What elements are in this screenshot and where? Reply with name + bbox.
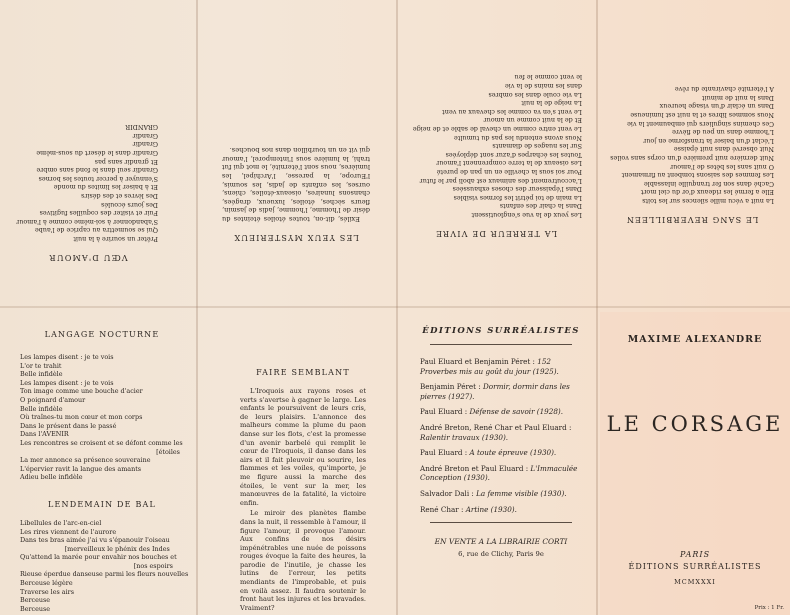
panel-voeu-damour	[4, 4, 192, 302]
poem-line: Le vent s'en va comme les chevaux au vent	[442, 107, 582, 116]
bookshop-address: 6, rue de Clichy, Paris 9e	[458, 550, 544, 559]
poem-line: Belle infidèle	[20, 370, 63, 379]
catalogue-book-entry	[420, 448, 582, 458]
poem-line: Les rencontres se croisent et se défont comme les	[20, 438, 183, 447]
poem-line: Caché dans son fer tranquille inlassable	[643, 179, 774, 188]
poem-line: L'accoutrement des animaux est aboli par le futur	[419, 176, 582, 185]
poem-line: Les femmes des saisons tombent au firmament	[621, 171, 774, 180]
poem-line: Qui se soumettra au caprice de l'aube	[34, 226, 158, 235]
poem-line: Où traînes-tu mon cœur et mon corps	[20, 413, 143, 422]
poem-title-terreur-de-vivre: LA TERREUR DE VIVRE	[434, 229, 558, 238]
poem-line: O poignard d'amour	[20, 395, 86, 404]
poem-title-lendemain-de-bal: LENDEMAIN DE BAL	[47, 499, 157, 509]
poem-line: L'homme dans un peu de fièvre	[672, 128, 774, 137]
prose-paragraph: L'Iroquois aux rayons roses et verts s'avertse à gagner le large. Les enfants le poursuivent de leurs cris, de leurs plaisirs. L'annonce des malheurs comme la plume du paon danse sur les flots, c'est la promesse d'un avenir barbelé qui remplit le cœur de l'Iroquois, il danse dans les airs et il fait pleuvoir ou sourire, les flammes et les voiles, qu'importe, je me figure aussi la marche des étoiles, le vent sur la mer, les manœuvres de la fatalité, la victoire enfin.	[240, 387, 366, 507]
poem-body-faire-semblant	[240, 387, 366, 612]
book-title: La femme visible (1930).	[476, 488, 567, 498]
poem-line: Qu'attend la marée pour envahir nos bouches et	[20, 553, 177, 562]
poem-line: L'or te trahit	[20, 361, 62, 370]
cover-price: Prix : 1 Fr.	[754, 605, 784, 611]
poem-line: Berceuse	[20, 604, 51, 612]
poem-line: S'ennuyer à percer toutes les bornes	[38, 174, 158, 183]
cover-year: MCMXXXI	[674, 578, 716, 586]
book-title: 152 Proverbes mis au goût du jour (1925).	[420, 357, 559, 376]
poem-body-sang-reverbilleen	[610, 85, 774, 205]
book-author: Paul Eluard et Benjamin Péret :	[420, 357, 538, 366]
poem-line: [nos espoirs	[20, 561, 173, 570]
catalogue-book-entry	[420, 382, 582, 401]
book-author: Salvador Dali :	[420, 488, 477, 498]
poem-line: Nuit dernière nuit première d'un corps sans voiles	[610, 154, 774, 163]
poem-line: Les rires viennent de l'aurore	[20, 527, 117, 536]
poem-line: Dans un éclair d'un visage heureux	[659, 102, 774, 111]
poem-line: Toutes les écharpes d'azur sont déployées	[445, 150, 582, 159]
panel-front-cover	[600, 312, 790, 615]
poem-line: Belle infidèle	[20, 404, 63, 413]
book-title: A toute épreuve (1930).	[469, 448, 557, 458]
poem-line: Elle a fermé les rideaux d'or du ciel mort	[640, 188, 774, 197]
poem-line: Les lampes disent : je te vois	[20, 378, 114, 387]
poem-line: A l'éternité chavirante du rêve	[674, 85, 774, 94]
poem-line: O nuit sans les bêtes de l'amour	[670, 162, 774, 171]
catalogue-book-entry	[420, 423, 582, 442]
panel-terreur-de-vivre	[400, 4, 592, 302]
book-author: Benjamin Péret :	[420, 382, 484, 392]
panel-yeux-mysterieux	[200, 4, 392, 302]
poem-line: GRANDIR	[125, 123, 158, 132]
poem-line: Les yeux de la vue s'engloutissent	[471, 211, 582, 219]
poem-line: Ton image comme une bouche d'acier	[20, 387, 143, 396]
poem-line: Adieu belle infidèle	[20, 473, 83, 482]
poem-line: Le vent entre comme un cheval de sable et de neige	[412, 125, 582, 134]
cover-author: MAXIME ALEXANDRE	[627, 334, 763, 345]
prose-paragraph: Le miroir des planètes flambe dans la nuit, il ressemble à l'amour, il figure l'amour, il provoque l'amour. Aux confins de nos désirs impénétrables une nuée de poissons rouges évoque la faite des heures, la parodie de l'inutile, je chasse les lutins de l'erreur, les petits mendiants de l'improbable, et puis en voilà assez. Il faudra soutenir le front haut les injures et les bravades. Vraiment?	[240, 509, 366, 612]
poem-line: Nous avons entendu les pas du tumulte	[453, 133, 582, 142]
catalogue-book-entry	[420, 407, 582, 417]
poem-line: Et grandir sans pas	[94, 157, 158, 166]
catalogue-book-entry	[420, 505, 582, 515]
catalogue-top-rule	[430, 344, 573, 345]
poem-line: Grandir	[132, 140, 158, 149]
poem-line: Berceuse légère	[20, 579, 73, 588]
poem-line: Dans tes bras aimée j'ai vu s'épanouir l'oiseau	[20, 536, 170, 545]
poem-line: Rieuse éperdue danseuse parmi les fleurs nouvelles	[20, 570, 189, 579]
poem-line: Dans le présent dans le passé	[20, 421, 117, 430]
book-author: André Breton, René Char et Paul Eluard :	[420, 422, 572, 432]
poem-line: Et à baiser les limites du monde	[53, 183, 158, 192]
horizontal-fold	[0, 306, 790, 308]
catalogue-book-entry	[420, 357, 582, 376]
book-author: René Char :	[420, 504, 466, 514]
panel-faire-semblant	[200, 312, 392, 612]
book-title: L'Immaculée Conception (1930).	[420, 463, 578, 483]
catalogue-book-entry	[420, 489, 582, 499]
poem-title-voeu-damour: VŒU D'AMOUR	[48, 253, 128, 262]
book-author: Paul Eluard :	[420, 407, 470, 417]
cover-city: PARIS	[679, 550, 711, 559]
panel-editions-catalogue	[400, 312, 592, 612]
poem-line: La mer annonce sa présence souveraine	[20, 456, 151, 465]
catalogue-bottom-rule	[430, 522, 573, 523]
poem-line: Traverse les airs	[20, 587, 74, 596]
poem-line: dans les mains de la vie	[504, 82, 582, 91]
book-title: Ralentir travaux (1930).	[420, 432, 509, 442]
catalogue-book-entry	[420, 464, 582, 483]
book-title: Artine (1930).	[465, 504, 517, 514]
book-title: Dormir, dormir dans les pierres (1927).	[420, 382, 570, 401]
poem-line: La nuit a vécu mille silences sur les toits	[642, 197, 774, 205]
poem-title-langage-nocturne: LANGAGE NOCTURNE	[44, 330, 160, 339]
poem-line: L'épervier ravit la langue des amants	[20, 464, 142, 473]
poem-line: Berceuse	[20, 596, 51, 605]
poem-title-sang-reverbilleen: LE SANG REVERBILLEEN	[625, 215, 759, 224]
poem-title-faire-semblant: FAIRE SEMBLANT	[256, 368, 350, 377]
poem-line: Nous sommes libres et la nuit est lumineuse	[630, 111, 774, 120]
book-author: Paul Eluard :	[420, 448, 470, 458]
poem-line: Les oiseaux de la terre comprennent l'amour	[436, 159, 582, 168]
poem-line: Et de la nuit comme un amour	[483, 116, 582, 125]
poem-line: Les lampes disent : je te vois	[20, 353, 114, 361]
sale-notice: EN VENTE A LA LIBRAIRIE CORTI	[434, 537, 568, 547]
poem-line: le vent comme le feu	[514, 73, 582, 82]
cover-publisher: ÉDITIONS SURRÉALISTES	[628, 562, 762, 571]
poem-body-terreur-de-vivre	[410, 73, 582, 219]
poem-line: Grandir seul dans le fond sans ombre	[36, 166, 158, 175]
poem-line: La main de toi pétrit les formes visibles	[453, 193, 582, 202]
poem-line: Des lèvres et des désirs	[81, 192, 158, 201]
book-title: Défense de savoir (1928).	[469, 407, 563, 417]
poem-body-voeu-damour	[18, 123, 158, 243]
poem-line: Libellules de l'arc-en-ciel	[20, 518, 102, 527]
poem-body-lendemain-de-bal	[20, 518, 189, 612]
poem-line: La neige de la nuit	[521, 99, 582, 108]
poem-line: Pour soi sous la cheville en un pan de pureté	[436, 168, 582, 177]
poem-line: [merveilleux le phénix des Indes	[20, 544, 170, 553]
poem-line: Grandir	[132, 131, 158, 140]
poem-line: [étoiles	[20, 447, 180, 456]
poem-body-yeux-mysterieux	[222, 146, 370, 223]
book-author: André Breton et Paul Eluard :	[420, 463, 531, 473]
poem-line: S'abandonner à soi-même comme à l'amour	[16, 217, 158, 226]
poem-line: Prêter un sourire à la nuit	[73, 235, 158, 243]
poem-line: Fuir et visiter des coquilles fugitives	[39, 209, 158, 218]
prose-paragraph: Exilés, dit-on, toutes étoiles éteintes du désir de l'homme, l'homme, jadis de jasmin, fleurs sèches, étoiles, luxueux, dragées, chansons lunaires, oiseaux-étoiles, chiens, ourses, les enfants de jadis, les soumis, l'Europe, la paresse, l'Archipel, les lumières, nous sont l'éternité, le mot qui fut trahi, la lumière sous l'intemporel, l'amour qui vit en un tourbillon dans nos bouches.	[222, 146, 370, 223]
poem-line: Dans l'épaisseur des choses exhaussées	[452, 185, 582, 194]
poem-body-langage-nocturne	[20, 353, 184, 482]
poem-title-yeux-mysterieux: LES YEUX MYSTÉRIEUX	[233, 233, 359, 242]
poem-line: La vie coule dans les ombres	[488, 90, 582, 99]
poem-line: Grandir dans le désert du sous-même	[36, 149, 158, 158]
cover-title: LE CORSAGE	[606, 412, 784, 436]
poem-line: Sur les nuages de diamants	[492, 142, 582, 151]
poem-line: L'éclat d'un baiser la transforme en jour	[643, 136, 774, 145]
catalogue-book-list	[420, 357, 582, 514]
poem-line: Dans la chair des enfants	[499, 202, 582, 211]
poem-line: Dans la nuit de minuit	[702, 93, 774, 102]
poem-line: Dans l'AVENIR	[20, 430, 69, 439]
publisher-catalogue-header: ÉDITIONS SURRÉALISTES	[422, 326, 580, 336]
panel-sang-reverbilleen	[600, 4, 786, 302]
panel-langage-nocturne	[4, 312, 192, 612]
poem-line: Des jours écoulés	[101, 200, 158, 209]
poem-line: Ces chemins singuliers qui embaument la vie	[627, 119, 774, 128]
poem-line: Nuit observé dans nuit épaisse	[673, 145, 774, 154]
